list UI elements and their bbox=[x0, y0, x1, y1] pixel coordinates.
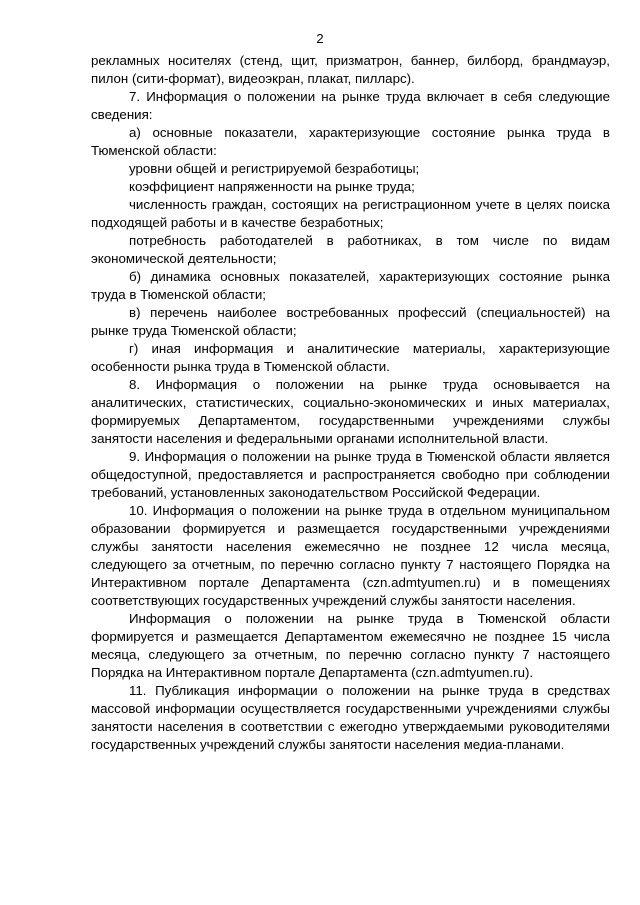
paragraph-registered-citizens: численность граждан, состоящих на регистрационном учете в целях поиска подходящей работы и в качестве безработных; bbox=[91, 197, 610, 230]
paragraph-unemployment-levels: уровни общей и регистрируемой безработицы; bbox=[129, 161, 420, 176]
paragraph-item-11: 11. Публикация информации о положении на рынке труда в средствах массовой информации осуществляется государственными учреждениями службы занятости населения в соответствии с ежегодно утверждаемыми руководителями государственных учреждений службы занятости населения медиа-планами. bbox=[91, 683, 610, 752]
paragraph-item-8: 8. Информация о положении на рынке труда основывается на аналитических, статистических, социально-экономических и иных материалах, формируемых Департаментом, государственными учреждениями службы занятости населения и федеральными органами исполнительной власти. bbox=[91, 377, 610, 446]
paragraph-tension-coefficient: коэффициент напряженности на рынке труда; bbox=[129, 179, 415, 194]
paragraph-item-9: 9. Информация о положении на рынке труда в Тюменской области является общедоступной, предоставляется и распространяется свободно при соблюдении требований, установленных законодательством Российской Федерации. bbox=[91, 449, 610, 500]
paragraph-item-7: 7. Информация о положении на рынке труда включает в себя следующие сведения: bbox=[91, 89, 610, 122]
paragraph-item-10-regional: Информация о положении на рынке труда в Тюменской области формируется и размещается Департаментом ежемесячно не позднее 15 числа месяца, следующего за отчетным, по перечню согласно пункту 7 настоящего Порядка на Интерактивном портале Департамента (czn.admtyumen.ru). bbox=[91, 611, 610, 680]
paragraph-subitem-a: а) основные показатели, характеризующие состояние рынка труда в Тюменской области: bbox=[91, 125, 610, 158]
paragraph-employer-demand: потребность работодателей в работниках, в том числе по видам экономической деятельности; bbox=[91, 233, 610, 266]
page-number: 2 bbox=[316, 31, 324, 46]
paragraph-subitem-b: б) динамика основных показателей, характеризующих состояние рынка труда в Тюменской области; bbox=[91, 269, 610, 302]
paragraph-continuation: рекламных носителях (стенд, щит, призматрон, баннер, билборд, брандмауэр, пилон (сити-формат), видеоэкран, плакат, пилларс). bbox=[91, 53, 610, 86]
paragraph-item-10: 10. Информация о положении на рынке труда в отдельном муниципальном образовании формируется и размещается государственными учреждениями службы занятости населения ежемесячно не позднее 12 числа месяца, следующего за отчетным, по перечню согласно пункту 7 настоящего Порядка на Интерактивном портале Департамента (czn.admtyumen.ru) и в помещениях соответствующих государственных учреждений службы занятости населения. bbox=[91, 503, 610, 608]
paragraph-subitem-g: г) иная информация и аналитические материалы, характеризующие особенности рынка труда в Тюменской области. bbox=[91, 341, 610, 374]
document-body bbox=[91, 52, 610, 754]
paragraph-subitem-v: в) перечень наиболее востребованных профессий (специальностей) на рынке труда Тюменской области; bbox=[91, 305, 610, 338]
